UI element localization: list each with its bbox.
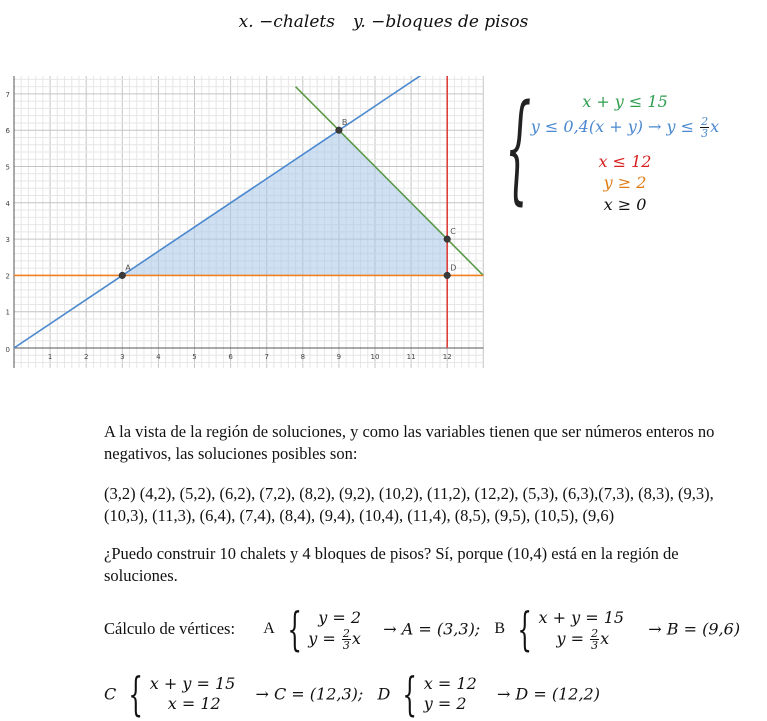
constraint-sum: x + y ≤ 15: [582, 92, 668, 111]
paragraph-intro: A la vista de la región de soluciones, y como las variables tienen que ser números enteros no negativos, las soluciones posibles son:: [104, 422, 715, 463]
paragraph-question: ¿Puedo construir 10 chalets y 4 bloques de pisos? Sí, porque (10,4) está en la región de soluciones.: [104, 544, 679, 585]
vertex-point-a: [119, 272, 126, 279]
x-tick-label: 12: [442, 353, 452, 361]
constraint-ratio: y ≤ 0,4(x + y) → y ≤ $\frac{2}{3}$ x: [530, 115, 720, 140]
y-tick-label: 5: [5, 163, 10, 172]
vertex-label-d: D: [450, 263, 457, 273]
x-tick-label: 6: [228, 353, 233, 361]
x-tick-label: 5: [192, 353, 197, 361]
system-brace: {: [505, 78, 532, 216]
vertex-label-a: A: [125, 263, 131, 273]
vertex-label-b: B: [341, 118, 348, 128]
constraint-x-min: x ≥ 0: [603, 195, 647, 214]
vertex-a-result: → A = (3,3);: [383, 619, 481, 639]
vertex-calculation-row-2: C { x + y = 15 x = 12 → C = (12,3); D { x = 12 y = 2 → D = (12,2): [104, 667, 600, 721]
vertex-label-c: C: [450, 227, 456, 237]
constraint-y-min: y ≥ 2: [603, 173, 647, 192]
y-tick-label: 4: [5, 199, 10, 208]
inequality-system: [505, 78, 735, 216]
vertex-point-b: [336, 127, 343, 134]
fraction-two-thirds: $\frac{2}{3}$: [701, 115, 709, 140]
vertex-b-label: B: [494, 620, 506, 637]
vertex-d-label: D: [377, 684, 391, 704]
y-tick-label: 7: [5, 90, 10, 99]
x-tick-label: 11: [406, 353, 416, 361]
x-tick-label: 3: [120, 353, 125, 361]
calc-label: Cálculo de vértices:: [104, 619, 236, 638]
origin-label: 0: [5, 346, 10, 354]
x-tick-label: 4: [156, 353, 161, 361]
y-tick-label: 6: [5, 127, 10, 136]
vertex-calculation-row-1: Cálculo de vértices: A { y = 2 y = $\frac{2}{3}$ x → A = (3,3); B { x + y = 15 y = $\frac{2}{3}$ x → B = (9,6): [104, 602, 741, 656]
x-tick-label: 9: [336, 353, 342, 361]
y-variable: y. −bloques de pisos: [352, 12, 529, 32]
vertex-c-result: → C = (12,3);: [255, 684, 364, 704]
vertex-a-system: y = 2 y = $\frac{2}{3}$ x: [308, 607, 362, 652]
y-tick-label: 3: [5, 236, 10, 245]
vertex-point-c: [444, 236, 451, 243]
vertex-a-label: A: [263, 620, 275, 637]
paragraph-solutions: (3,2) (4,2), (5,2), (6,2), (7,2), (8,2), (9,2), (10,2), (11,2), (12,2), (5,3), (6,3),(7,3), (8,3), (9,3),(10,3), (11,3), (6,4), (7,4), (8,4), (9,4), (10,4), (11,4), (8,5), (9,5), (10,5), (9,6): [104, 484, 714, 525]
x-tick-label: 8: [300, 353, 306, 361]
y-tick-label: 1: [5, 308, 10, 317]
constraint-x-max: x ≤ 12: [598, 152, 652, 171]
x-tick-label: 10: [370, 353, 380, 361]
feasible-region-graph: [4, 76, 486, 376]
x-tick-label: 2: [83, 353, 89, 361]
vertex-c-system: x + y = 15 x = 12: [149, 674, 236, 713]
vertex-d-result: → D = (12,2): [496, 684, 600, 704]
title: [0, 12, 767, 32]
y-tick-label: 2: [5, 272, 10, 281]
x-tick-label: 1: [47, 353, 53, 361]
x-variable: x. −chalets: [238, 12, 335, 32]
x-tick-label: 7: [264, 353, 269, 361]
vertex-c-label: C: [104, 684, 117, 704]
vertex-point-d: [444, 272, 451, 279]
vertex-b-result: → B = (9,6): [648, 619, 741, 639]
vertex-d-system: x = 12 y = 2: [423, 674, 477, 713]
vertex-b-system: x + y = 15 y = $\frac{2}{3}$ x: [538, 607, 625, 652]
